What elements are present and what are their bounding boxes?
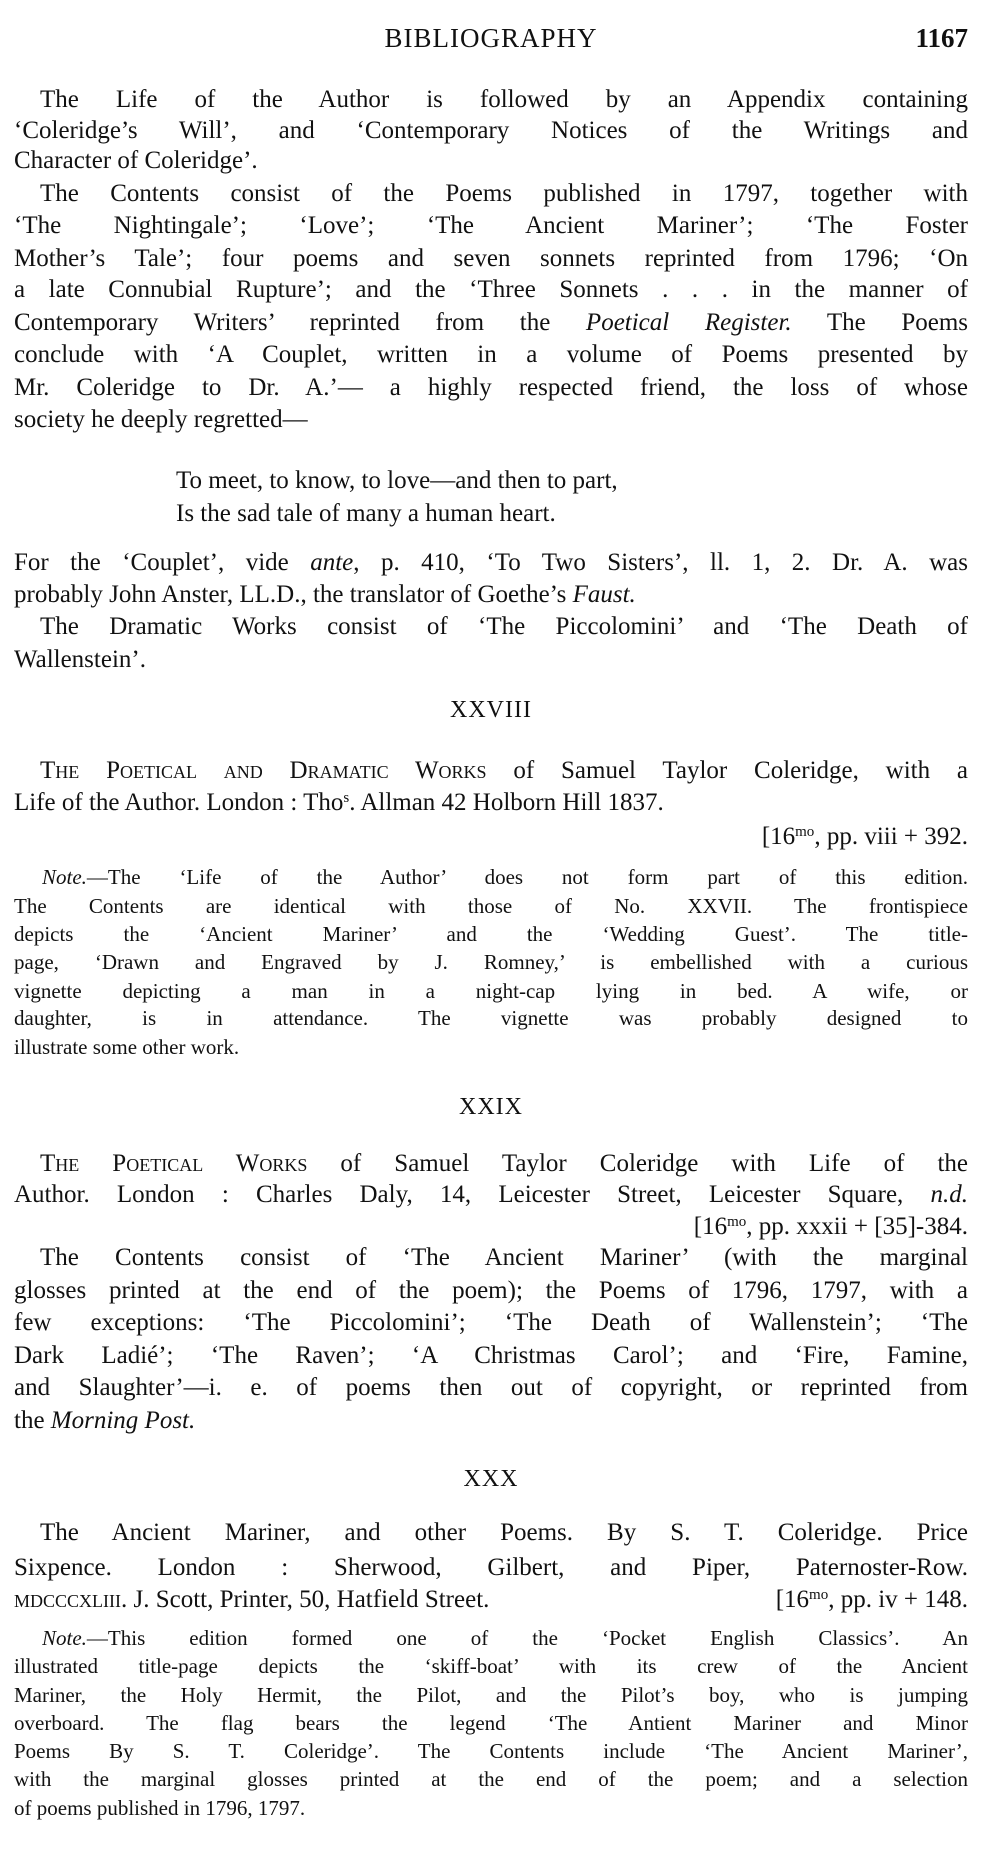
text-line: Dark Ladié’; ‘The Raven’; ‘A Christmas Carol’; and ‘Fire, Famine, (14, 1342, 968, 1369)
note-line: of poems published in 1796, 1797. (14, 1796, 306, 1820)
poem-line: To meet, to know, to love—and then to part, (176, 467, 618, 494)
text: [16 (693, 1213, 728, 1240)
note-line: Mariner, the Holy Hermit, the Pilot, and the Pilot’s boy, who is jumping (14, 1683, 968, 1707)
text-line: ‘The Nightingale’; ‘Love’; ‘The Ancient Mariner’; ‘The Foster (14, 212, 968, 239)
page-number: 1167 (915, 23, 968, 53)
text: of Samuel Taylor Coleridge, with a (486, 757, 968, 784)
section-number: XXIX (459, 1094, 523, 1120)
format (776, 1584, 968, 1616)
text-line (14, 579, 968, 611)
note-line: depicts the ‘Ancient Mariner’ and the ‘Wedding Guest’. The title- (14, 922, 968, 946)
text-line: and Slaughter’—i. e. of poems then out of copyright, or reprinted from (14, 1374, 968, 1401)
note-line: The Contents are identical with those of No. XXVII. The frontispiece (14, 894, 968, 918)
running-header (14, 20, 968, 56)
text: Life of the Author. London : Tho (14, 789, 344, 816)
note-line: with the marginal glosses printed at the end of the poem; and a selection (14, 1767, 968, 1791)
text: , pp. xxxii + [35]-384. (746, 1213, 968, 1240)
text: of Samuel Taylor Coleridge with Life of the (307, 1150, 968, 1177)
text: probably John Anster, LL.D., the translator of Goethe’s (14, 581, 573, 608)
text-line (14, 547, 968, 579)
italic-title: Morning Post. (50, 1407, 196, 1434)
text-line: Mother’s Tale’; four poems and seven sonnets reprinted from 1796; ‘On (14, 245, 968, 272)
text: Contemporary Writers’ reprinted from the (14, 309, 586, 336)
small-caps-title: The Poetical Works (40, 1150, 308, 1177)
text-line: Wallenstein’. (14, 646, 146, 673)
text: Author. London : Charles Daly, 14, Leicester Street, Leicester Square, (14, 1181, 931, 1208)
format-line (14, 821, 968, 853)
entry-title-line (14, 787, 968, 819)
text: [16 (761, 823, 796, 850)
text-line: The Contents consist of ‘The Ancient Mariner’ (with the marginal (40, 1244, 968, 1271)
text: J. Scott, Printer, 50, Hatfield Street. (127, 1586, 490, 1613)
text: , pp. viii + 392. (814, 823, 968, 850)
small-caps-title: The Poetical and Dramatic Works (40, 757, 487, 784)
entry-title-line: The Ancient Mariner, and other Poems. By S. T. Coleridge. Price (40, 1519, 968, 1546)
text-line: conclude with ‘A Couplet, written in a volume of Poems presented by (14, 341, 968, 368)
superscript: mo (727, 1213, 747, 1230)
italic-word: ante (310, 549, 354, 576)
note-label: Note. (42, 865, 87, 889)
text-line: The Dramatic Works consist of ‘The Piccolomini’ and ‘The Death of (40, 613, 968, 640)
text: The Poems (791, 309, 968, 336)
entry-title-line (40, 755, 968, 787)
imprint (14, 1584, 489, 1616)
text-line: The Contents consist of the Poems published in 1797, together with (40, 180, 968, 207)
text: —The ‘Life of the Author’ does not form part of this edition. (86, 865, 968, 889)
text: the (14, 1407, 51, 1434)
text: , p. 410, ‘To Two Sisters’, ll. 1, 2. Dr. A. was (353, 549, 968, 576)
text-line: The Life of the Author is followed by an Appendix containing (40, 86, 968, 113)
text: . Allman 42 Holborn Hill 1837. (349, 789, 664, 816)
text-line: Character of Coleridge’. (14, 147, 258, 174)
format-line (14, 1211, 968, 1243)
note-line: overboard. The flag bears the legend ‘The Antient Mariner and Minor (14, 1711, 968, 1735)
text-line: ‘Coleridge’s Will’, and ‘Contemporary Notices of the Writings and (14, 117, 968, 144)
section-number: XXVIII (450, 697, 532, 723)
entry-title-line (14, 1584, 968, 1616)
note-line (42, 863, 968, 891)
text: For the ‘Couplet’, vide (14, 549, 311, 576)
text-line (14, 307, 968, 339)
text: —This edition formed one of the ‘Pocket English Classics’. An (86, 1626, 968, 1650)
italic-title: Poetical Register. (585, 309, 792, 336)
note-line: Poems By S. T. Coleridge’. The Contents include ‘The Ancient Mariner’, (14, 1739, 968, 1763)
section-number: XXX (463, 1466, 519, 1492)
superscript: s (343, 789, 350, 806)
note-label: Note. (42, 1626, 87, 1650)
note-line: daughter, is in attendance. The vignette was probably designed to (14, 1006, 968, 1030)
note-line: illustrated title-page depicts the ‘skiff-boat’ with its crew of the Ancient (14, 1654, 968, 1678)
text-line: a late Connubial Rupture’; and the ‘Three Sonnets . . . in the manner of (14, 276, 968, 303)
italic-title: Faust. (572, 581, 636, 608)
italic-abbrev: n.d. (930, 1181, 968, 1208)
note-line (42, 1624, 968, 1652)
text-line: Mr. Coleridge to Dr. A.’— a highly respected friend, the loss of whose (14, 374, 968, 401)
text-line: glosses printed at the end of the poem); the Poems of 1796, 1797, with a (14, 1277, 968, 1304)
running-title: BIBLIOGRAPHY (384, 23, 598, 53)
superscript: mo (795, 823, 815, 840)
small-caps-date: mdcccxliii. (14, 1586, 128, 1613)
text: [16 (775, 1586, 810, 1613)
text-line (14, 1405, 968, 1437)
text-line: society he deeply regretted— (14, 406, 308, 433)
note-line: illustrate some other work. (14, 1035, 240, 1059)
superscript: mo (809, 1586, 829, 1603)
text-line: few exceptions: ‘The Piccolomini’; ‘The Death of Wallenstein’; ‘The (14, 1309, 968, 1336)
note-line: page, ‘Drawn and Engraved by J. Romney,’ is embellished with a curious (14, 950, 968, 974)
text: , pp. iv + 148. (828, 1586, 968, 1613)
poem-line: Is the sad tale of many a human heart. (176, 500, 556, 527)
entry-title-line: Sixpence. London : Sherwood, Gilbert, and Piper, Paternoster-Row. (14, 1554, 968, 1581)
entry-title-line (14, 1179, 968, 1211)
entry-title-line (40, 1148, 968, 1180)
note-line: vignette depicting a man in a night-cap lying in bed. A wife, or (14, 979, 968, 1003)
